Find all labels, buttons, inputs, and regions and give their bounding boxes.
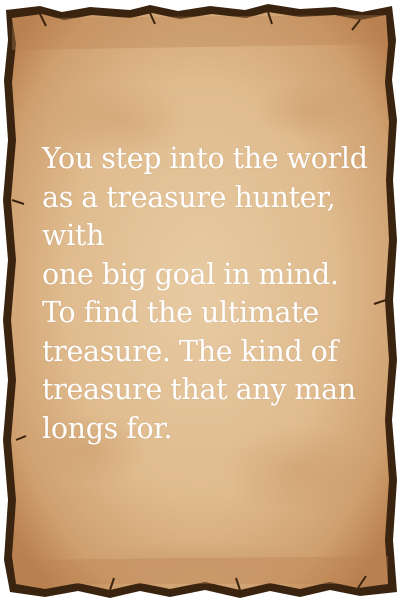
story-intro-text: You step into the world as a treasure hunter, with one big goal in mind. To find the ultimate treasure. The kind of treasure that any man longs for. bbox=[42, 142, 368, 445]
